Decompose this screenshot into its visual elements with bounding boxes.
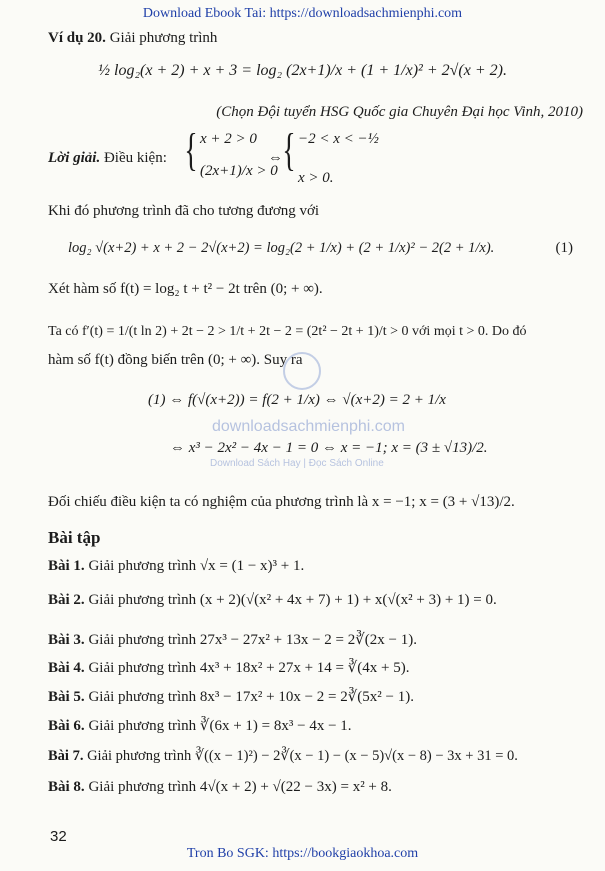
system2-line2: x > 0.: [298, 170, 334, 186]
system2-line1: −2 < x < −½: [298, 131, 379, 147]
exercise-text: Giải phương trình 4x³ + 18x² + 27x + 14 = ∛(4x + 5).: [88, 660, 410, 676]
exercise-text: Giải phương trình (x + 2)(√(x² + 4x + 7) + 1) + x(√(x² + 3) + 1) = 0.: [88, 592, 497, 608]
exercise-text: Giải phương trình √x = (1 − x)³ + 1.: [88, 558, 305, 574]
derivative-text: Ta có f′(t) = 1/(t ln 2) + 2t − 2 > 1/t + 2t − 2 = (2t² − 2t + 1)/t > 0 với mọi t > 0. Do đó: [48, 324, 527, 339]
example-source: (Chọn Đội tuyển HSG Quốc gia Chuyên Đại học Vinh, 2010): [216, 104, 583, 120]
monotone-text: hàm số f(t) đồng biến trên (0; + ∞). Suy ra: [48, 352, 303, 368]
exercise-item: [48, 716, 352, 735]
exercise-text: Giải phương trình ∛((x − 1)²) − 2∛(x − 1) − (x − 5)√(x − 8) − 3x + 31 = 0.: [87, 748, 518, 764]
exercises-heading: Bài tập: [48, 528, 101, 547]
exercise-item: [48, 748, 518, 765]
exercise-item: [48, 630, 417, 649]
footer-link[interactable]: Tron Bo SGK: https://bookgiaokhoa.com: [186, 846, 419, 861]
exercise-text: Giải phương trình 4√(x + 2) + √(22 − 3x) = x² + 8.: [88, 779, 392, 795]
exercise-label: Bài 7.: [48, 748, 84, 764]
example-equation-left: ½ log₂(x + 2) + x + 3 = log₂ (2x+1)/x: [98, 62, 343, 79]
exercise-item: [48, 658, 410, 677]
equiv-text: Khi đó phương trình đã cho tương đương với: [48, 203, 320, 219]
watermark-stamp-icon: [283, 352, 321, 390]
conclusion-text: Đối chiếu điều kiện ta có nghiệm của phương trình là x = −1; x = (3 + √13)/2.: [48, 494, 515, 510]
page-number: 32: [50, 828, 67, 845]
system1-line1: x + 2 > 0: [200, 131, 257, 147]
condition-text: Điều kiện:: [103, 150, 167, 166]
step-1: (1) ⇔ f(√(x+2)) = f(2 + 1/x) ⇔ √(x+2) = 2 + 1/x: [148, 392, 446, 408]
example-heading: [48, 30, 217, 47]
equation-1: log₂ √(x+2) + x + 2 − 2√(x+2) = log₂(2 + 1/x) + (2 + 1/x)² − 2(2 + 1/x).: [68, 240, 495, 256]
exercise-label: Bài 8.: [48, 779, 85, 795]
example-equation: [0, 62, 605, 80]
example-equation-right: + (1 + 1/x)² + 2√(x + 2).: [346, 62, 507, 79]
equivalence-arrow: ⇔: [268, 150, 283, 166]
exercise-label: Bài 5.: [48, 689, 85, 705]
watermark-site: downloadsachmienphi.com: [212, 418, 405, 435]
exercise-label: Bài 4.: [48, 660, 85, 676]
exercise-text: Giải phương trình 27x³ − 27x² + 13x − 2 = 2∛(2x − 1).: [88, 632, 417, 648]
exercise-item: [48, 558, 304, 575]
system-brace-left: {: [184, 124, 198, 175]
solution-conditions: [48, 150, 167, 167]
equation-1-tag: (1): [555, 240, 573, 256]
system1-line2: (2x+1)/x > 0: [200, 163, 278, 179]
exercise-text: Giải phương trình 8x³ − 17x² + 10x − 2 = 2∛(5x² − 1).: [88, 689, 414, 705]
system-brace-right: {: [282, 124, 296, 175]
watermark-slogan: Download Sách Hay | Đọc Sách Online: [210, 458, 384, 469]
example-label: Ví dụ 20.: [48, 30, 106, 46]
header-link[interactable]: Download Ebook Tai: https://downloadsachmienphi.com: [142, 6, 463, 21]
exercise-label: Bài 1.: [48, 558, 85, 574]
exercise-label: Bài 6.: [48, 718, 85, 734]
exercise-label: Bài 2.: [48, 592, 85, 608]
exercise-label: Bài 3.: [48, 632, 85, 648]
exercise-item: [48, 779, 392, 796]
exercise-item: [48, 592, 497, 609]
solution-label: Lời giải.: [48, 150, 101, 166]
step-2: ⇔ x³ − 2x² − 4x − 1 = 0 ⇔ x = −1; x = (3 ± √13)/2.: [170, 440, 488, 456]
consider-text: Xét hàm số f(t) = log₂ t + t² − 2t trên (0; + ∞).: [48, 281, 323, 297]
exercise-text: Giải phương trình ∛(6x + 1) = 8x³ − 4x − 1.: [88, 718, 352, 734]
exercise-item: [48, 687, 414, 706]
example-task: Giải phương trình: [109, 30, 218, 46]
